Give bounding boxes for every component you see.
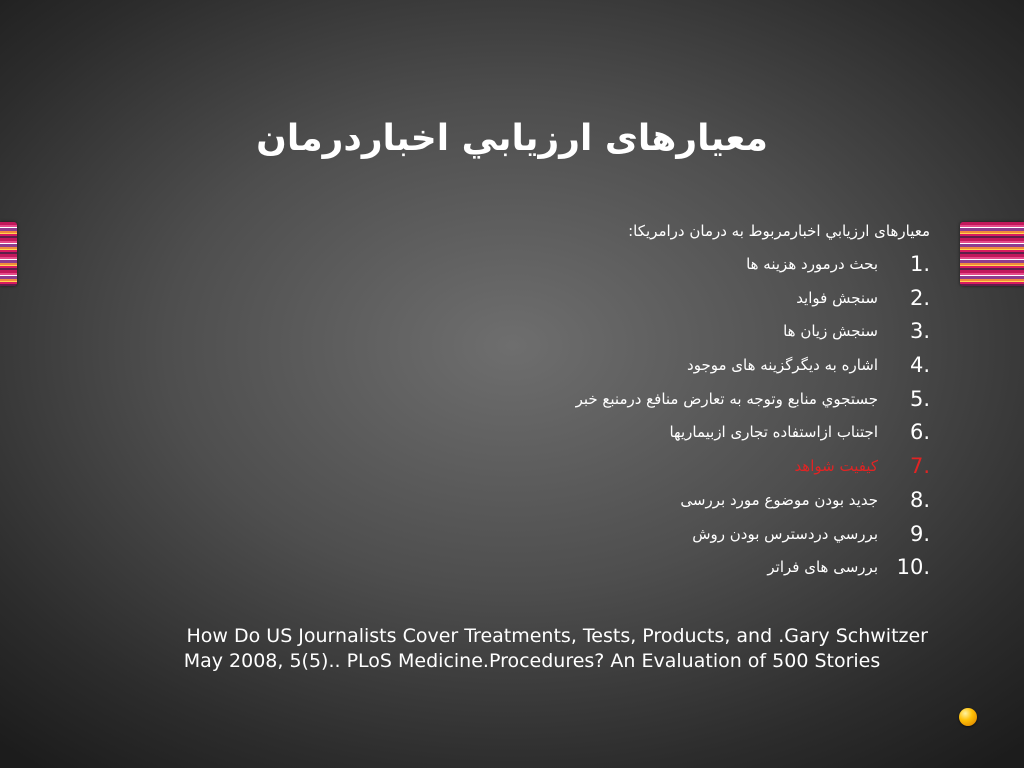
list-item-text: بحث درمورد هزینه ها — [746, 255, 878, 273]
list-item-text: سنجش زيان ها — [783, 322, 878, 341]
list-item — [370, 383, 930, 417]
list-item — [370, 518, 930, 552]
list-item-number: 3. — [909, 319, 930, 344]
list-item-number: 10. — [896, 555, 930, 580]
list-item-text: بررسی های فراتر — [767, 558, 878, 577]
slide-title: معیارهای ارزيابي اخباردرمان — [256, 118, 768, 159]
list-item — [370, 416, 930, 450]
list-item-number: 1. — [909, 252, 930, 276]
list-item-number: 8. — [909, 487, 930, 512]
list-item-number: 7. — [909, 454, 930, 479]
next-slide-button-icon[interactable] — [959, 708, 977, 726]
citation-line-2: May 2008, 5(5).. PLoS Medicine.Procedures? An Evaluation of 500 Stories — [183, 650, 881, 672]
citation — [96, 624, 928, 674]
list-item-text: جستجوي منابع وتوجه به تعارض منافع درمنبع خبر — [575, 389, 878, 408]
list-item — [370, 282, 930, 316]
list-item-highlighted — [370, 450, 930, 484]
list-item-text: جديد بودن موضوع مورد بررسی — [680, 490, 878, 509]
list-item-number: 9. — [909, 521, 930, 546]
list-item — [370, 551, 930, 585]
list-item — [370, 248, 930, 282]
list-item — [370, 349, 930, 383]
list-item — [370, 484, 930, 518]
list-item-text: اشاره به ديگرگزينه های موجود — [687, 356, 878, 375]
decorative-stripes-left — [0, 222, 17, 286]
list-item-number: 6. — [909, 420, 930, 445]
list-item-text: سنجش فواید — [796, 288, 878, 307]
list-item-number: 4. — [909, 353, 930, 378]
slide-content — [370, 218, 930, 585]
list-item-text: بررسي دردسترس بودن روش — [692, 524, 878, 543]
citation-line-1: How Do US Journalists Cover Treatments, Tests, Products, and .Gary Schwitzer — [186, 625, 928, 647]
list-item-text: اجتناب ازاستفاده تجاری ازبیماریها — [669, 423, 878, 442]
list-item-text: كيفيت شواهد — [794, 457, 878, 476]
intro-text: معیارهای ارزيابي اخبارمربوط به درمان درامريكا: — [628, 222, 930, 240]
list-item-number: 5. — [909, 386, 930, 411]
decorative-stripes-right — [960, 222, 1024, 286]
list-item — [370, 315, 930, 349]
list-item-number: 2. — [909, 285, 930, 310]
